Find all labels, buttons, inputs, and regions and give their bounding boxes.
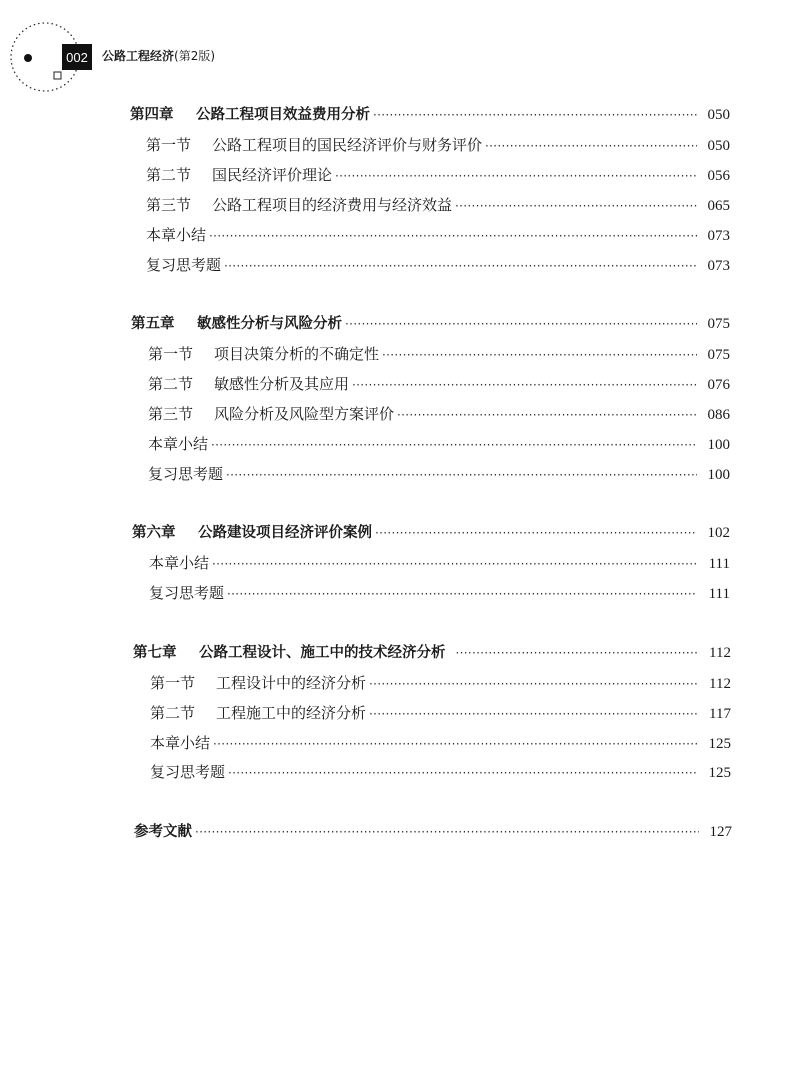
leader-dots [211, 435, 697, 455]
toc-entry-page: 117 [709, 706, 731, 722]
leader-dots [369, 674, 698, 694]
leader-dots [209, 226, 697, 246]
leader-dots [375, 523, 697, 543]
leader-dots [212, 554, 697, 574]
toc-section-entry[interactable] [150, 673, 731, 694]
book-edition: (第2版) [174, 49, 216, 63]
toc-section-entry[interactable] [146, 225, 730, 246]
toc-entry-title: 敏感性分析与风险分析 [197, 316, 342, 332]
toc-entry-title: 复习思考题 [149, 584, 225, 602]
toc-entry-page: 075 [707, 316, 730, 332]
toc-entry-page: 112 [709, 676, 731, 692]
toc-entry-page: 050 [707, 107, 730, 123]
toc-entry-number: 第一节 [148, 345, 194, 363]
leader-dots [228, 763, 698, 783]
leader-dots [227, 584, 697, 604]
toc-entry-page: 076 [707, 377, 730, 393]
toc-entry-title: 公路工程设计、施工中的技术经济分析 [199, 645, 446, 661]
book-title-text: 公路工程经济 [102, 49, 175, 63]
leader-dots [195, 822, 699, 842]
toc-entry-page: 125 [708, 765, 731, 781]
toc-entry-page: 112 [709, 645, 731, 661]
leader-dots [369, 704, 698, 724]
leader-dots [397, 405, 697, 425]
toc-entry-page: 102 [707, 525, 730, 541]
toc-entry-title: 公路工程项目效益费用分析 [196, 107, 370, 123]
leader-dots [224, 256, 697, 276]
toc-section-entry[interactable] [148, 434, 730, 455]
toc-references-entry[interactable] [134, 822, 732, 842]
toc-entry-title: 本章小结 [149, 554, 210, 572]
toc-entry-title: 风险分析及风险型方案评价 [214, 405, 395, 423]
toc-entry-number: 第六章 [132, 525, 176, 541]
toc-section-entry[interactable] [150, 762, 731, 783]
toc-chapter-entry[interactable] [131, 314, 730, 334]
leader-dots [352, 375, 697, 395]
toc-entry-page: 100 [707, 467, 730, 483]
toc-section-entry[interactable] [146, 135, 730, 156]
toc-section-entry[interactable] [146, 255, 730, 276]
toc-entry-number: 第四章 [130, 107, 174, 123]
page-number-badge: 002 [62, 44, 92, 70]
toc-entry-title: 公路工程项目的国民经济评价与财务评价 [212, 136, 483, 154]
toc-entry-number: 第二节 [148, 375, 194, 393]
toc-entry-title: 项目决策分析的不确定性 [214, 345, 380, 363]
toc-entry-number: 第一节 [150, 674, 196, 692]
toc-chapter-entry[interactable] [132, 523, 730, 543]
toc-entry-page: 073 [707, 228, 730, 244]
toc-entry-title: 本章小结 [150, 734, 211, 752]
toc-entry-page: 111 [708, 556, 730, 572]
toc-entry-title: 敏感性分析及其应用 [214, 375, 350, 393]
toc-section-entry[interactable] [146, 195, 730, 216]
toc-entry-number: 第三节 [146, 196, 192, 214]
toc-entry-number: 第五章 [131, 316, 175, 332]
toc-entry-page: 086 [707, 407, 730, 423]
toc-entry-title: 工程施工中的经济分析 [216, 704, 367, 722]
toc-entry-title: 国民经济评价理论 [212, 166, 333, 184]
leader-dots [213, 734, 698, 754]
leader-dots [345, 314, 697, 334]
toc-entry-number: 第二节 [150, 704, 196, 722]
leader-dots [373, 105, 697, 125]
toc-entry-page: 100 [707, 437, 730, 453]
toc-entry-title: 复习思考题 [150, 763, 226, 781]
toc-section-entry[interactable] [150, 703, 731, 724]
toc-entry-title: 公路工程项目的经济费用与经济效益 [212, 196, 453, 214]
toc-entry-title: 本章小结 [146, 226, 207, 244]
toc-entry-page: 111 [708, 586, 730, 602]
toc-section-entry[interactable] [148, 374, 730, 395]
toc-section-entry[interactable] [149, 553, 730, 574]
leader-dots [226, 465, 697, 485]
toc-entry-number: 第三节 [148, 405, 194, 423]
toc-entry-title: 复习思考题 [146, 256, 222, 274]
toc-chapter-entry[interactable] [130, 105, 730, 125]
toc-section-entry[interactable] [150, 733, 731, 754]
toc-entry-title: 参考文献 [134, 824, 192, 840]
toc-entry-number: 第二节 [146, 166, 192, 184]
leader-dots [382, 345, 697, 365]
leader-dots [335, 166, 697, 186]
toc-entry-title: 公路建设项目经济评价案例 [198, 525, 372, 541]
toc-chapter-entry[interactable] [133, 643, 731, 663]
toc-entry-title: 本章小结 [148, 435, 209, 453]
toc-entry-page: 075 [707, 347, 730, 363]
toc-entry-page: 065 [707, 198, 730, 214]
toc-section-entry[interactable] [149, 583, 730, 604]
toc-entry-page: 125 [708, 736, 731, 752]
toc-section-entry[interactable] [148, 464, 730, 485]
toc-entry-title: 复习思考题 [148, 465, 224, 483]
toc-entry-page: 050 [707, 138, 730, 154]
toc-entry-number: 第七章 [133, 645, 177, 661]
toc-section-entry[interactable] [148, 404, 730, 425]
leader-dots [456, 643, 699, 663]
toc-entry-page: 127 [709, 824, 732, 840]
toc-section-entry[interactable] [148, 344, 730, 365]
leader-dots [485, 136, 697, 156]
leader-dots [455, 196, 697, 216]
toc-entry-page: 073 [707, 258, 730, 274]
toc-section-entry[interactable] [146, 165, 730, 186]
toc-entry-title: 工程设计中的经济分析 [216, 674, 367, 692]
toc-entry-page: 056 [707, 168, 730, 184]
toc-entry-number: 第一节 [146, 136, 192, 154]
